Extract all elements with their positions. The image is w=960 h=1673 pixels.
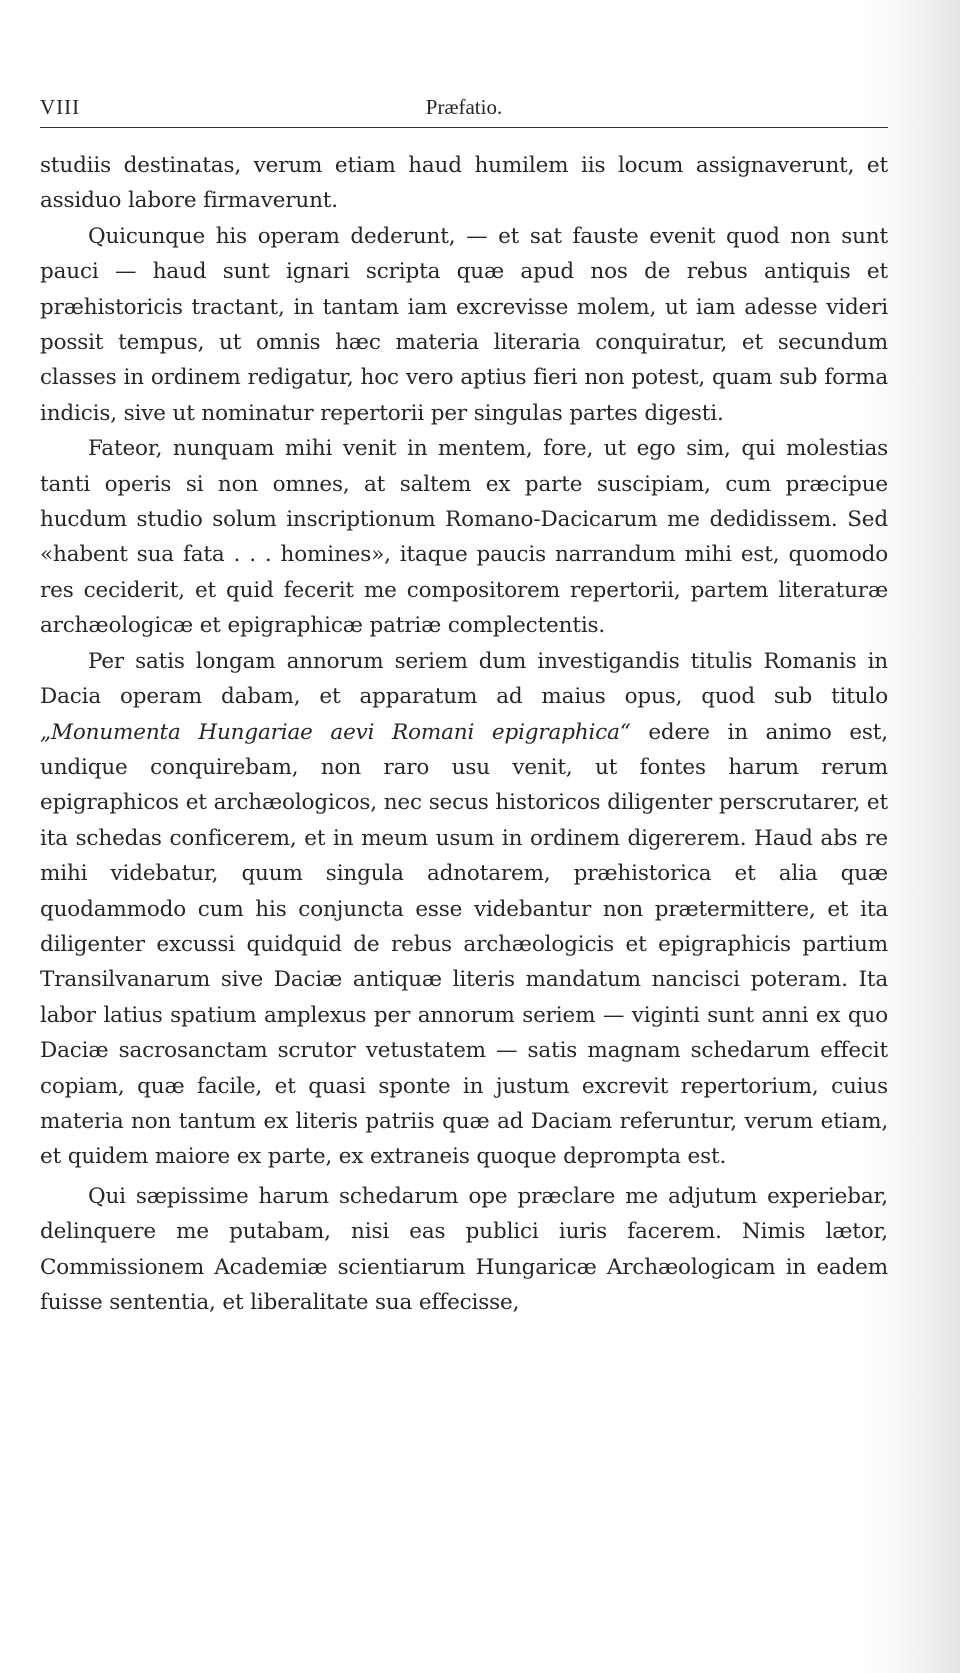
paragraph-continuation: studiis destinatas, verum etiam haud humilem iis locum assignaverunt, et assiduo labore firmaverunt. xyxy=(40,153,888,214)
running-header xyxy=(40,95,888,128)
running-title: Præfatio. xyxy=(425,95,503,119)
paragraph-quicunque: Quicunque his operam dederunt, — et sat fauste evenit quod non sunt pauci — haud sunt ignari scripta quæ apud nos de rebus antiquis et præhistoricis tractant, in tantam iam excrevisse molem, ut iam adesse videri possit tempus, ut omnis hæc materia literaria conquiratur, et secundum classes in ordinem redigatur, hoc vero aptius fieri non potest, quam sub forma indicis, sive ut nominatur repertorii per singulas partes digesti. xyxy=(40,223,888,426)
paragraph-per-satis-text-a: Per satis longam annorum seriem dum investigandis titulis Romanis in Dacia operam dabam, et apparatum ad maius opus, quod sub titulo xyxy=(40,648,888,710)
paragraph-per-satis xyxy=(40,644,888,1175)
work-title: „Monumenta Hungariae aevi Romani epigraphica“ xyxy=(40,719,631,745)
paragraph-per-satis-text-b: edere in animo est, undique conquirebam, non raro usu venit, ut fontes harum rerum epigraphicos et archæologicos, nec secus historicos diligenter perscrutarer, et ita schedas conficerem, et in meum usum in ordinem digererem. Haud abs re mihi videbatur, quum singula adnotarem, præhistorica et alia quæ quodammodo cum his conjuncta esse videbantur non prætermittere, et ita diligenter excussi quidquid de rebus archæologicis et epigraphicis partium Transilvanarum sive Daciæ antiquæ literis mandatum nancisci poteram. Ita labor latius spatium amplexus per annorum seriem — viginti sunt anni ex quo Daciæ sacrosanctam scrutor vetustatem — satis magnam schedarum effecit copiam, quæ facile, et quasi sponte in justum excrevit repertorium, cuius materia non tantum ex literis patriis quæ ad Daciam referuntur, verum etiam, et quidem maiore ex parte, ex extraneis quoque deprompta est. xyxy=(40,719,888,1170)
page-body xyxy=(40,148,888,1320)
paragraph-qui-saepissime: Qui sæpissime harum schedarum ope præclare me adjutum experiebar, delinquere me putabam, nisi eas publici iuris facerem. Nimis lætor, Commissionem Academiæ scientiarum Hungaricæ Archæologicam in eadem fuisse sententia, et liberalitate sua effecisse, xyxy=(40,1183,888,1315)
paragraph-fateor: Fateor, nunquam mihi venit in mentem, fore, ut ego sim, qui molestias tanti operis si non omnes, at saltem ex parte suscipiam, cum præcipue hucdum studio solum inscriptionum Romano-Dacicarum me dedidissem. Sed «habent sua fata . . . homines», itaque paucis narrandum mihi est, quomodo res ceciderit, et quid fecerit me compositorem repertorii, partem literaturæ archæologicæ et epigraphicæ patriæ complectentis. xyxy=(40,436,888,639)
page-number: VIII xyxy=(40,95,81,119)
